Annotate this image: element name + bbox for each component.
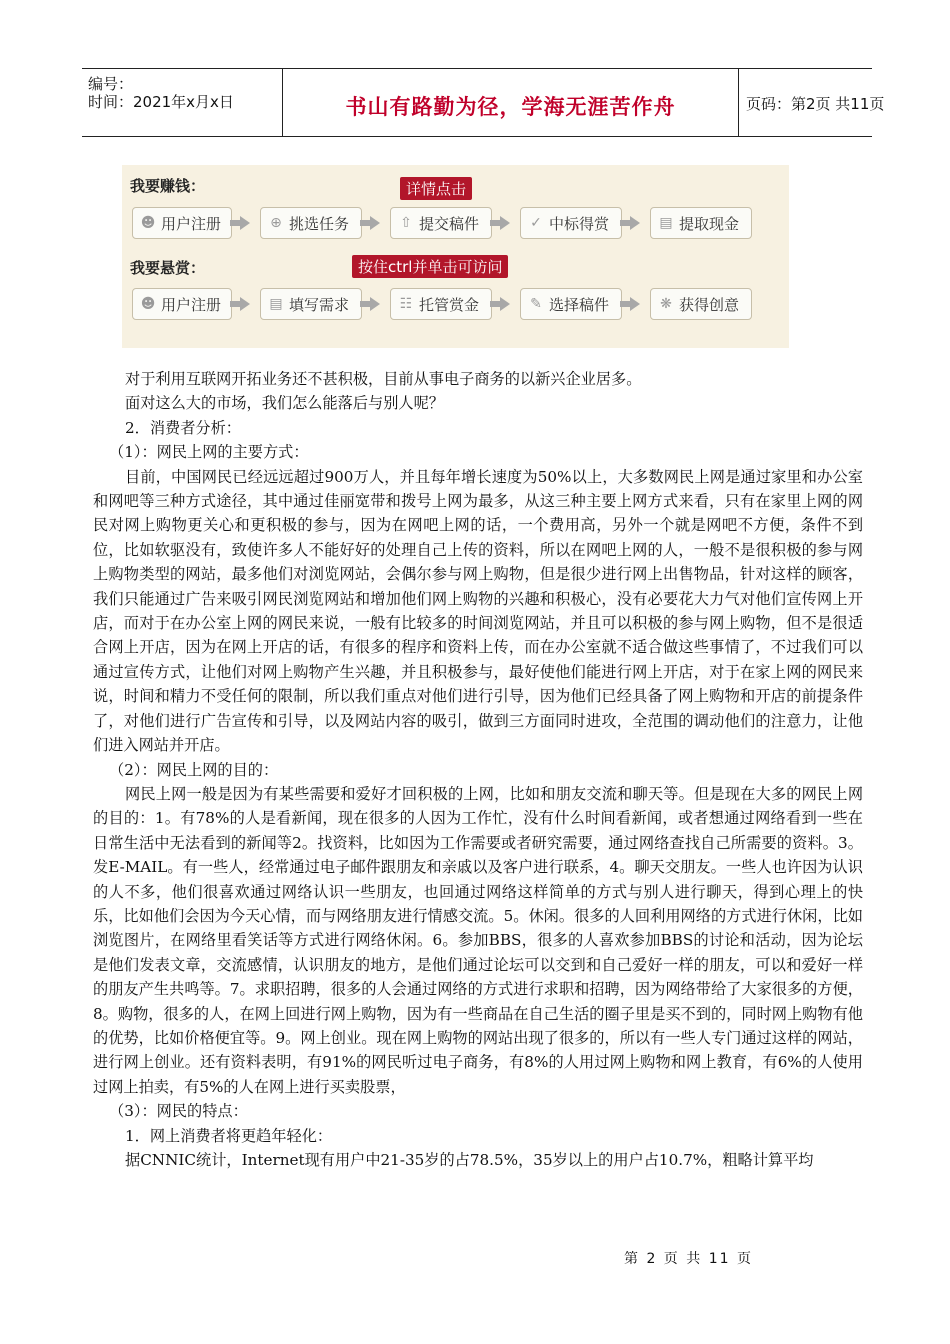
paragraph: 据CNNIC统计，Internet现有用户中21-35岁的占78.5%，35岁以上的用户占10.7%，粗略计算平均 <box>125 1151 814 1169</box>
subsection-heading: （2）：网民上网的目的： <box>109 760 279 779</box>
point-heading: 1．网上消费者将更趋年轻化： <box>125 1126 333 1145</box>
step-label: 用户注册 <box>161 214 222 233</box>
reward-section-title: 我要悬赏： <box>130 259 206 277</box>
document-date-label: 时间：2021年x月x日 <box>88 93 234 111</box>
document-body <box>93 367 863 1172</box>
section-heading: 2．消费者分析： <box>125 418 241 437</box>
reward-step-choose <box>520 288 622 320</box>
arrow-right-icon <box>630 216 640 230</box>
page-footer: 第 2 页 共 11 页 <box>624 1251 753 1267</box>
detail-link-tag[interactable]: 详情点击 <box>400 177 472 200</box>
earn-section-title: 我要赚钱： <box>130 177 206 195</box>
subsection-heading: （3）：网民的特点： <box>109 1102 248 1121</box>
subsection-heading: （1）：网民上网的主要方式： <box>109 443 309 462</box>
arrow-right-icon <box>630 297 640 311</box>
arrow-right-icon <box>500 216 510 230</box>
upload-icon: ⇧ <box>400 215 412 231</box>
arrow-right-icon <box>240 216 250 230</box>
document-number-label: 编号： <box>88 75 134 93</box>
paragraph: 网民上网一般是因为有某些需要和爱好才回积极的上网，比如和朋友交流和聊天等。但是现在大多的网民上网的目的：1。有78%的人是看新闻，现在很多的人因为工作忙，没有什么时间看新闻，或者想通过网络看到一些在日常生活中无法看到的新闻等2。找资料，比如因为工作需要或者研究需要，通过网络查找自己所需要的资料。3。发E-MAIL。有一些人，经常通过电子邮件跟朋友和亲戚以及客户进行联系，4。聊天交朋友。一些人也许因为认识的人不多，他们很喜欢通过网络认识一些朋友，也回通过网络这样简单的方式与别人进行聊天，得到心理上的快乐，比如他们会因为今天心情，而与网络朋友进行情感交流。5。休闲。很多的人回利用网络的方式进行休闲，比如浏览图片，在网络里看笑话等方式进行网络休闲。6。参加BBS，很多的人喜欢参加BBS的讨论和活动，因为论坛是他们发表文章，交流感情，认识朋友的地方，是他们通过论坛可以交到和自己爱好一样的朋友，可以和爱好一样的朋友产生共鸣等。7。求职招聘，很多的人会通过网络的方式进行求职和招聘，因为网络带给了大家很多的方便，8。购物，很多的人，在网上回进行网上购物，因为有一些商品在自己生活的圈子里是买不到的，同时网上购物有他的优势，比如价格便宜等。9。网上创业。现在网上购物的网站出现了很多的，所以有一些人专门通过这样的网站，进行网上创业。还有资料表明，有91%的网民听过电子商务，有8%的人用过网上购物和网上教育，有6%的人使用过网上拍卖，有5%的人在网上进行买卖股票， <box>93 784 863 1096</box>
header-motto: 书山有路勤为径，学海无涯苦作舟 <box>345 95 676 119</box>
process-banner <box>122 165 789 348</box>
arrow-right-icon <box>500 297 510 311</box>
step-label: 填写需求 <box>289 295 350 314</box>
earn-step-withdraw <box>650 207 752 239</box>
earn-step-submit <box>390 207 492 239</box>
ctrl-click-tag[interactable]: 按住ctrl并单击可访问 <box>352 255 508 278</box>
reward-step-get-idea <box>650 288 752 320</box>
header-meta-cell <box>82 69 282 136</box>
check-circle-icon: ✓ <box>530 215 542 231</box>
step-label: 选择稿件 <box>549 295 610 314</box>
step-label: 提取现金 <box>679 214 740 233</box>
step-label: 托管赏金 <box>419 295 480 314</box>
arrow-right-icon <box>370 297 380 311</box>
step-label: 中标得赏 <box>549 214 610 233</box>
bulb-icon: ❋ <box>660 296 672 312</box>
user-icon: ☻ <box>140 296 156 312</box>
step-label: 提交稿件 <box>419 214 480 233</box>
earn-step-register <box>132 207 232 239</box>
user-icon: ☻ <box>140 215 156 231</box>
page-header <box>82 68 885 137</box>
document-icon: ▤ <box>659 215 673 231</box>
reward-step-escrow <box>390 288 492 320</box>
document-icon: ▤ <box>269 296 283 312</box>
header-page-number: 页码：第2页 共11页 <box>746 95 885 113</box>
search-icon: ⊕ <box>270 215 282 231</box>
header-motto-cell <box>282 69 739 136</box>
arrow-right-icon <box>370 216 380 230</box>
reward-step-register <box>132 288 232 320</box>
earn-step-pick-task <box>260 207 362 239</box>
cart-icon: ☷ <box>399 296 413 312</box>
arrow-right-icon <box>240 297 250 311</box>
edit-icon: ✎ <box>530 296 542 312</box>
body-line: 对于利用互联网开拓业务还不甚积极，目前从事电子商务的以新兴企业居多。 <box>125 370 642 388</box>
earn-step-win <box>520 207 622 239</box>
step-label: 挑选任务 <box>289 214 350 233</box>
reward-step-fill-request <box>260 288 362 320</box>
step-label: 用户注册 <box>161 295 222 314</box>
body-line: 面对这么大的市场，我们怎么能落后与别人呢？ <box>125 394 444 413</box>
step-label: 获得创意 <box>679 295 740 314</box>
paragraph: 目前，中国网民已经远远超过900万人，并且每年增长速度为50%以上，大多数网民上网是通过家里和办公室和网吧等三种方式途径，其中通过佳丽宽带和拨号上网为最多，从这三种主要上网方式来看，只有在家里上网的网民对网上购物更关心和更积极的参与，因为在网吧上网的话，一个费用高，另外一个就是网吧不方便，条件不到位，比如软驱没有，致使许多人不能好好的处理自己上传的资料，所以在网吧上网的人，一般不是很积极的参与网上购物类型的网站，最多他们对浏览网站，会偶尔参与网上购物，但是很少进行网上出售物品，针对这样的顾客，我们只能通过广告来吸引网民浏览网站和增加他们网上购物的兴趣和积极心，没有必要花大力气对他们宣传网上开店，而对于在办公室上网的网民来说，一般有比较多的时间浏览网站，并且可以积极的参与网上购物，但不是很适合网上开店，因为在网上开店的话，有很多的程序和资料上传，而在办公室就不适合做这些事情了，不过我们可以通过宣传方式，让他们对网上购物产生兴趣，并且积极参与，最好使他们能进行网上开店，对于在家上网的网民来说，时间和精力不受任何的限制，所以我们重点对他们进行引导，因为他们已经具备了网上购物和开店的前提条件了，对他们进行广告宣传和引导，以及网站内容的吸引，做到三方面同时进攻，全范围的调动他们的注意力，让他们进入网站并开店。 <box>93 467 863 755</box>
header-page-cell <box>738 69 885 136</box>
